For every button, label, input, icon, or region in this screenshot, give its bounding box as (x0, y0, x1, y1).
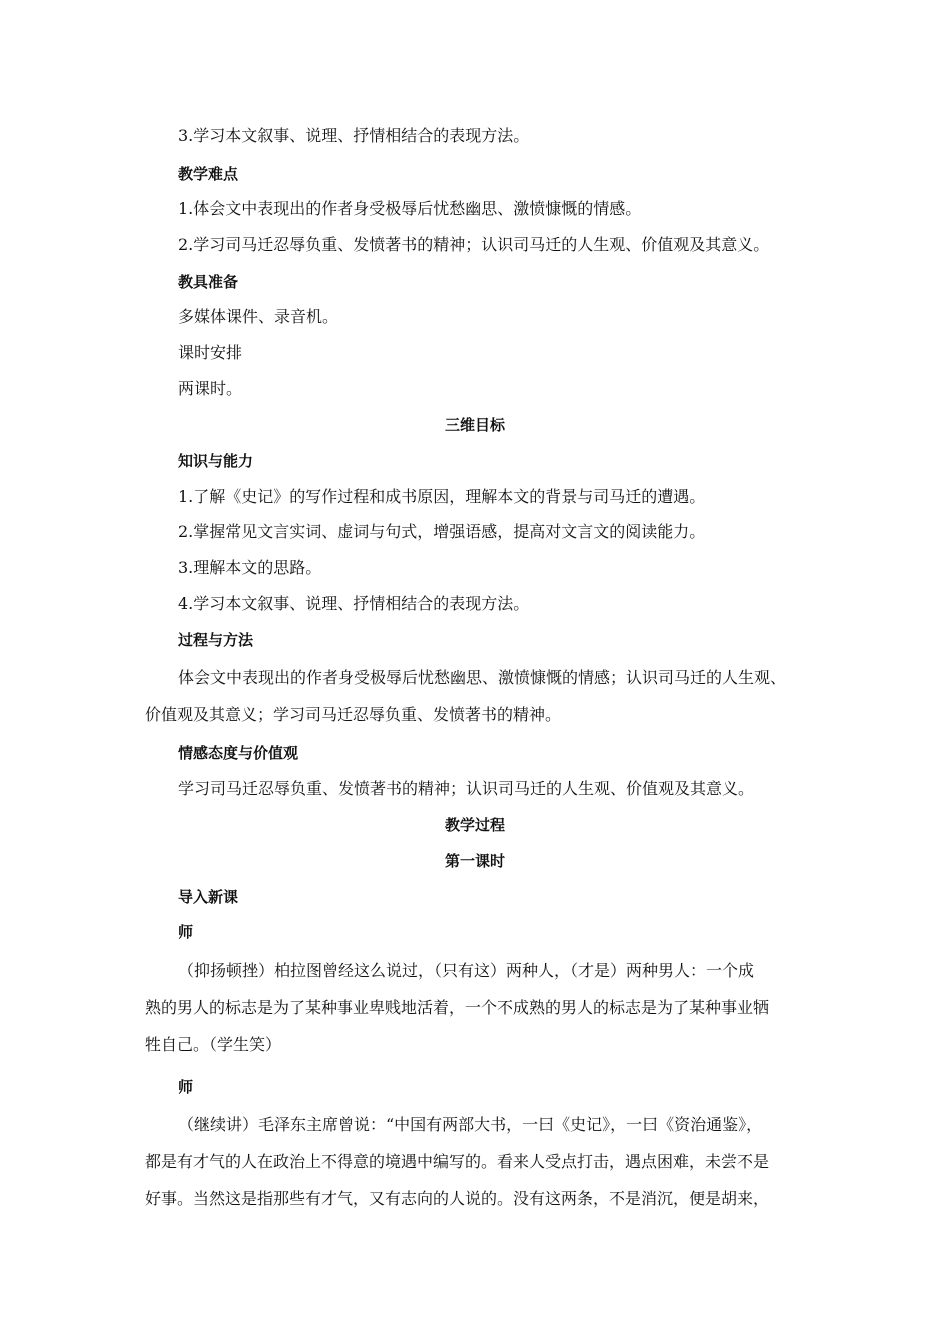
emotion-text: 学习司马迁忍辱负重、发愤著书的精神；认识司马迁的人生观、价值观及其意义。 (178, 779, 755, 798)
difficulty-1: 1.体会文中表现出的作者身受极辱后忧愁幽思、激愤慷慨的情感。 (178, 199, 642, 218)
paragraph-line: 好事。当然这是指那些有才气，又有志向的人说的。没有这两条，不是消沉，便是胡来， (145, 1189, 770, 1208)
difficulty-2: 2.学习司马迁忍辱负重、发愤著书的精神；认识司马迁的人生观、价值观及其意义。 (178, 235, 770, 254)
knowledge-2: 2.掌握常见文言实词、虚词与句式，增强语感，提高对文言文的阅读能力。 (178, 522, 706, 541)
lesson-title: 第一课时 (444, 852, 505, 870)
heading-schedule: 课时安排 (178, 343, 243, 362)
paragraph-line: 牲自己。（学生笑） (145, 1035, 282, 1054)
heading-intro: 导入新课 (178, 888, 239, 906)
paragraph-line: 都是有才气的人在政治上不得意的境遇中编写的。看来人受点打击，遇点困难，未尝不是 (145, 1152, 770, 1171)
schedule-text: 两课时。 (178, 379, 243, 398)
section-title-process: 教学过程 (444, 816, 505, 834)
speaker-teacher: 师 (178, 1078, 194, 1096)
speaker-teacher: 师 (178, 923, 194, 941)
paragraph-line: 体会文中表现出的作者身受极辱后忧愁幽思、激愤慷慨的情感；认识司马迁的人生观、 (178, 668, 787, 687)
heading-emotion: 情感态度与价值观 (178, 744, 299, 762)
teacher-paragraph-2 (145, 1106, 825, 1217)
tools-text: 多媒体课件、录音机。 (178, 307, 339, 326)
paragraph-line: 熟的男人的标志是为了某种事业卑贱地活着，一个不成熟的男人的标志是为了某种事业牺 (145, 998, 770, 1017)
process-method-paragraph (145, 659, 825, 733)
section-title-goals: 三维目标 (444, 416, 505, 434)
heading-knowledge: 知识与能力 (178, 452, 254, 470)
teacher-paragraph-1 (145, 952, 825, 1063)
knowledge-3: 3.理解本文的思路。 (178, 558, 322, 577)
paragraph-line: 价值观及其意义；学习司马迁忍辱负重、发愤著书的精神。 (145, 705, 562, 724)
heading-process-method: 过程与方法 (178, 631, 254, 649)
paragraph-line: （抑扬顿挫）柏拉图曾经这么说过，（只有这）两种人，（才是）两种男人：一个成 (178, 961, 755, 980)
paragraph-line: （继续讲）毛泽东主席曾说：“中国有两部大书，一曰《史记》，一曰《资治通鉴》， (178, 1115, 763, 1134)
knowledge-1: 1.了解《史记》的写作过程和成书原因，理解本文的背景与司马迁的遭遇。 (178, 487, 706, 506)
heading-difficulty: 教学难点 (178, 165, 239, 183)
knowledge-4: 4.学习本文叙事、说理、抒情相结合的表现方法。 (178, 594, 530, 613)
objective-3: 3.学习本文叙事、说理、抒情相结合的表现方法。 (178, 126, 530, 145)
heading-tools: 教具准备 (178, 273, 239, 291)
